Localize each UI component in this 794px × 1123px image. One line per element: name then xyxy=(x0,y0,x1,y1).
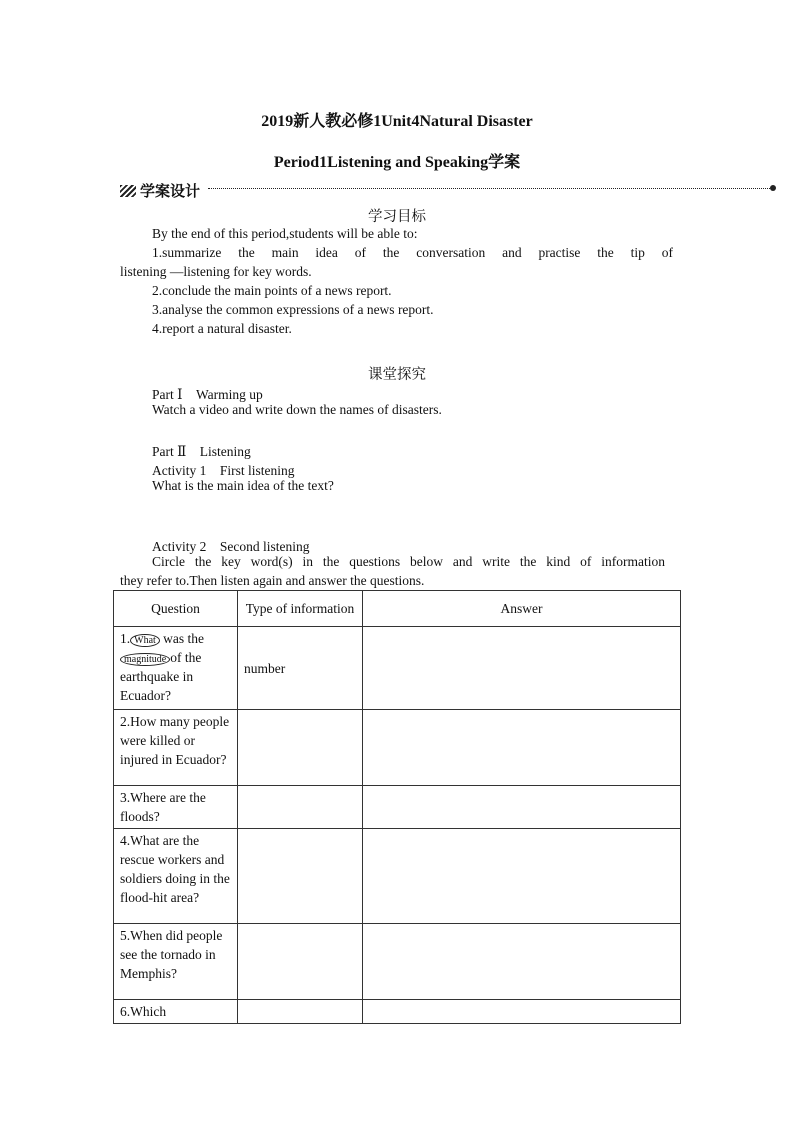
section-header-bar xyxy=(120,180,776,200)
answer-cell-4[interactable] xyxy=(363,829,681,924)
objective-item-1-line2: listening —listening for key words. xyxy=(120,264,312,279)
header-answer: Answer xyxy=(363,591,681,627)
inquiry-heading: 课堂探究 xyxy=(368,367,426,383)
circled-keyword: magnitude xyxy=(120,653,170,666)
dotted-rule xyxy=(208,188,770,189)
part2-title: Part Ⅱ Listening xyxy=(152,444,251,459)
listening-questions-table xyxy=(113,590,681,1024)
objectives-heading: 学习目标 xyxy=(368,209,426,225)
question-cell-1: 1. What was the magnitude of the earthquake in Ecuador? xyxy=(114,627,238,710)
question-cell-5: 5.When did people see the tornado in Memphis? xyxy=(114,924,238,1000)
question-cell-6: 6.Which xyxy=(114,1000,238,1024)
answer-cell-3[interactable] xyxy=(363,786,681,829)
section-label: 学案设计 xyxy=(140,182,201,200)
part1-title: Part Ⅰ Warming up xyxy=(152,387,263,402)
type-cell-5[interactable] xyxy=(238,924,363,1000)
header-question: Question xyxy=(114,591,238,627)
answer-cell-6[interactable] xyxy=(363,1000,681,1024)
table-row xyxy=(114,829,681,924)
table-row xyxy=(114,1000,681,1024)
type-cell-4[interactable] xyxy=(238,829,363,924)
activity1-title: Activity 1 First listening xyxy=(152,463,295,478)
table-row xyxy=(114,710,681,786)
table-row xyxy=(114,786,681,829)
answer-cell-2[interactable] xyxy=(363,710,681,786)
activity2-instruction-line2: they refer to.Then listen again and answer the questions. xyxy=(120,573,425,588)
answer-cell-1[interactable] xyxy=(363,627,681,710)
objective-item-4: 4.report a natural disaster. xyxy=(152,321,292,336)
objective-item-3: 3.analyse the common expressions of a news report. xyxy=(152,302,434,317)
question-cell-4: 4.What are the rescue workers and soldiers doing in the flood-hit area? xyxy=(114,829,238,924)
table-row xyxy=(114,627,681,710)
rule-end-dot-icon xyxy=(770,185,776,191)
activity1-question: What is the main idea of the text? xyxy=(152,478,334,493)
header-type: Type of information xyxy=(238,591,363,627)
type-cell-6[interactable] xyxy=(238,1000,363,1024)
objective-item-1-line1: 1.summarize the main idea of the conversation and practise the tip of xyxy=(152,245,673,260)
type-cell-2[interactable] xyxy=(238,710,363,786)
type-cell-3[interactable] xyxy=(238,786,363,829)
document-title: 2019新人教必修1Unit4Natural Disaster xyxy=(261,113,533,130)
activity2-instruction-line1: Circle the key word(s) in the questions below and write the kind of information xyxy=(152,554,665,569)
circled-keyword: What xyxy=(130,634,160,647)
type-cell-1: number xyxy=(238,627,363,710)
objective-item-2: 2.conclude the main points of a news report. xyxy=(152,283,392,298)
activity2-title: Activity 2 Second listening xyxy=(152,539,310,554)
answer-cell-5[interactable] xyxy=(363,924,681,1000)
question-cell-2: 2.How many people were killed or injured in Ecuador? xyxy=(114,710,238,786)
stripes-icon xyxy=(120,185,136,197)
table-header-row xyxy=(114,591,681,627)
question-cell-3: 3.Where are the floods? xyxy=(114,786,238,829)
part1-task: Watch a video and write down the names of disasters. xyxy=(152,402,442,417)
table-row xyxy=(114,924,681,1000)
document-subtitle: Period1Listening and Speaking学案 xyxy=(273,154,521,171)
objectives-intro: By the end of this period,students will be able to: xyxy=(152,226,418,241)
